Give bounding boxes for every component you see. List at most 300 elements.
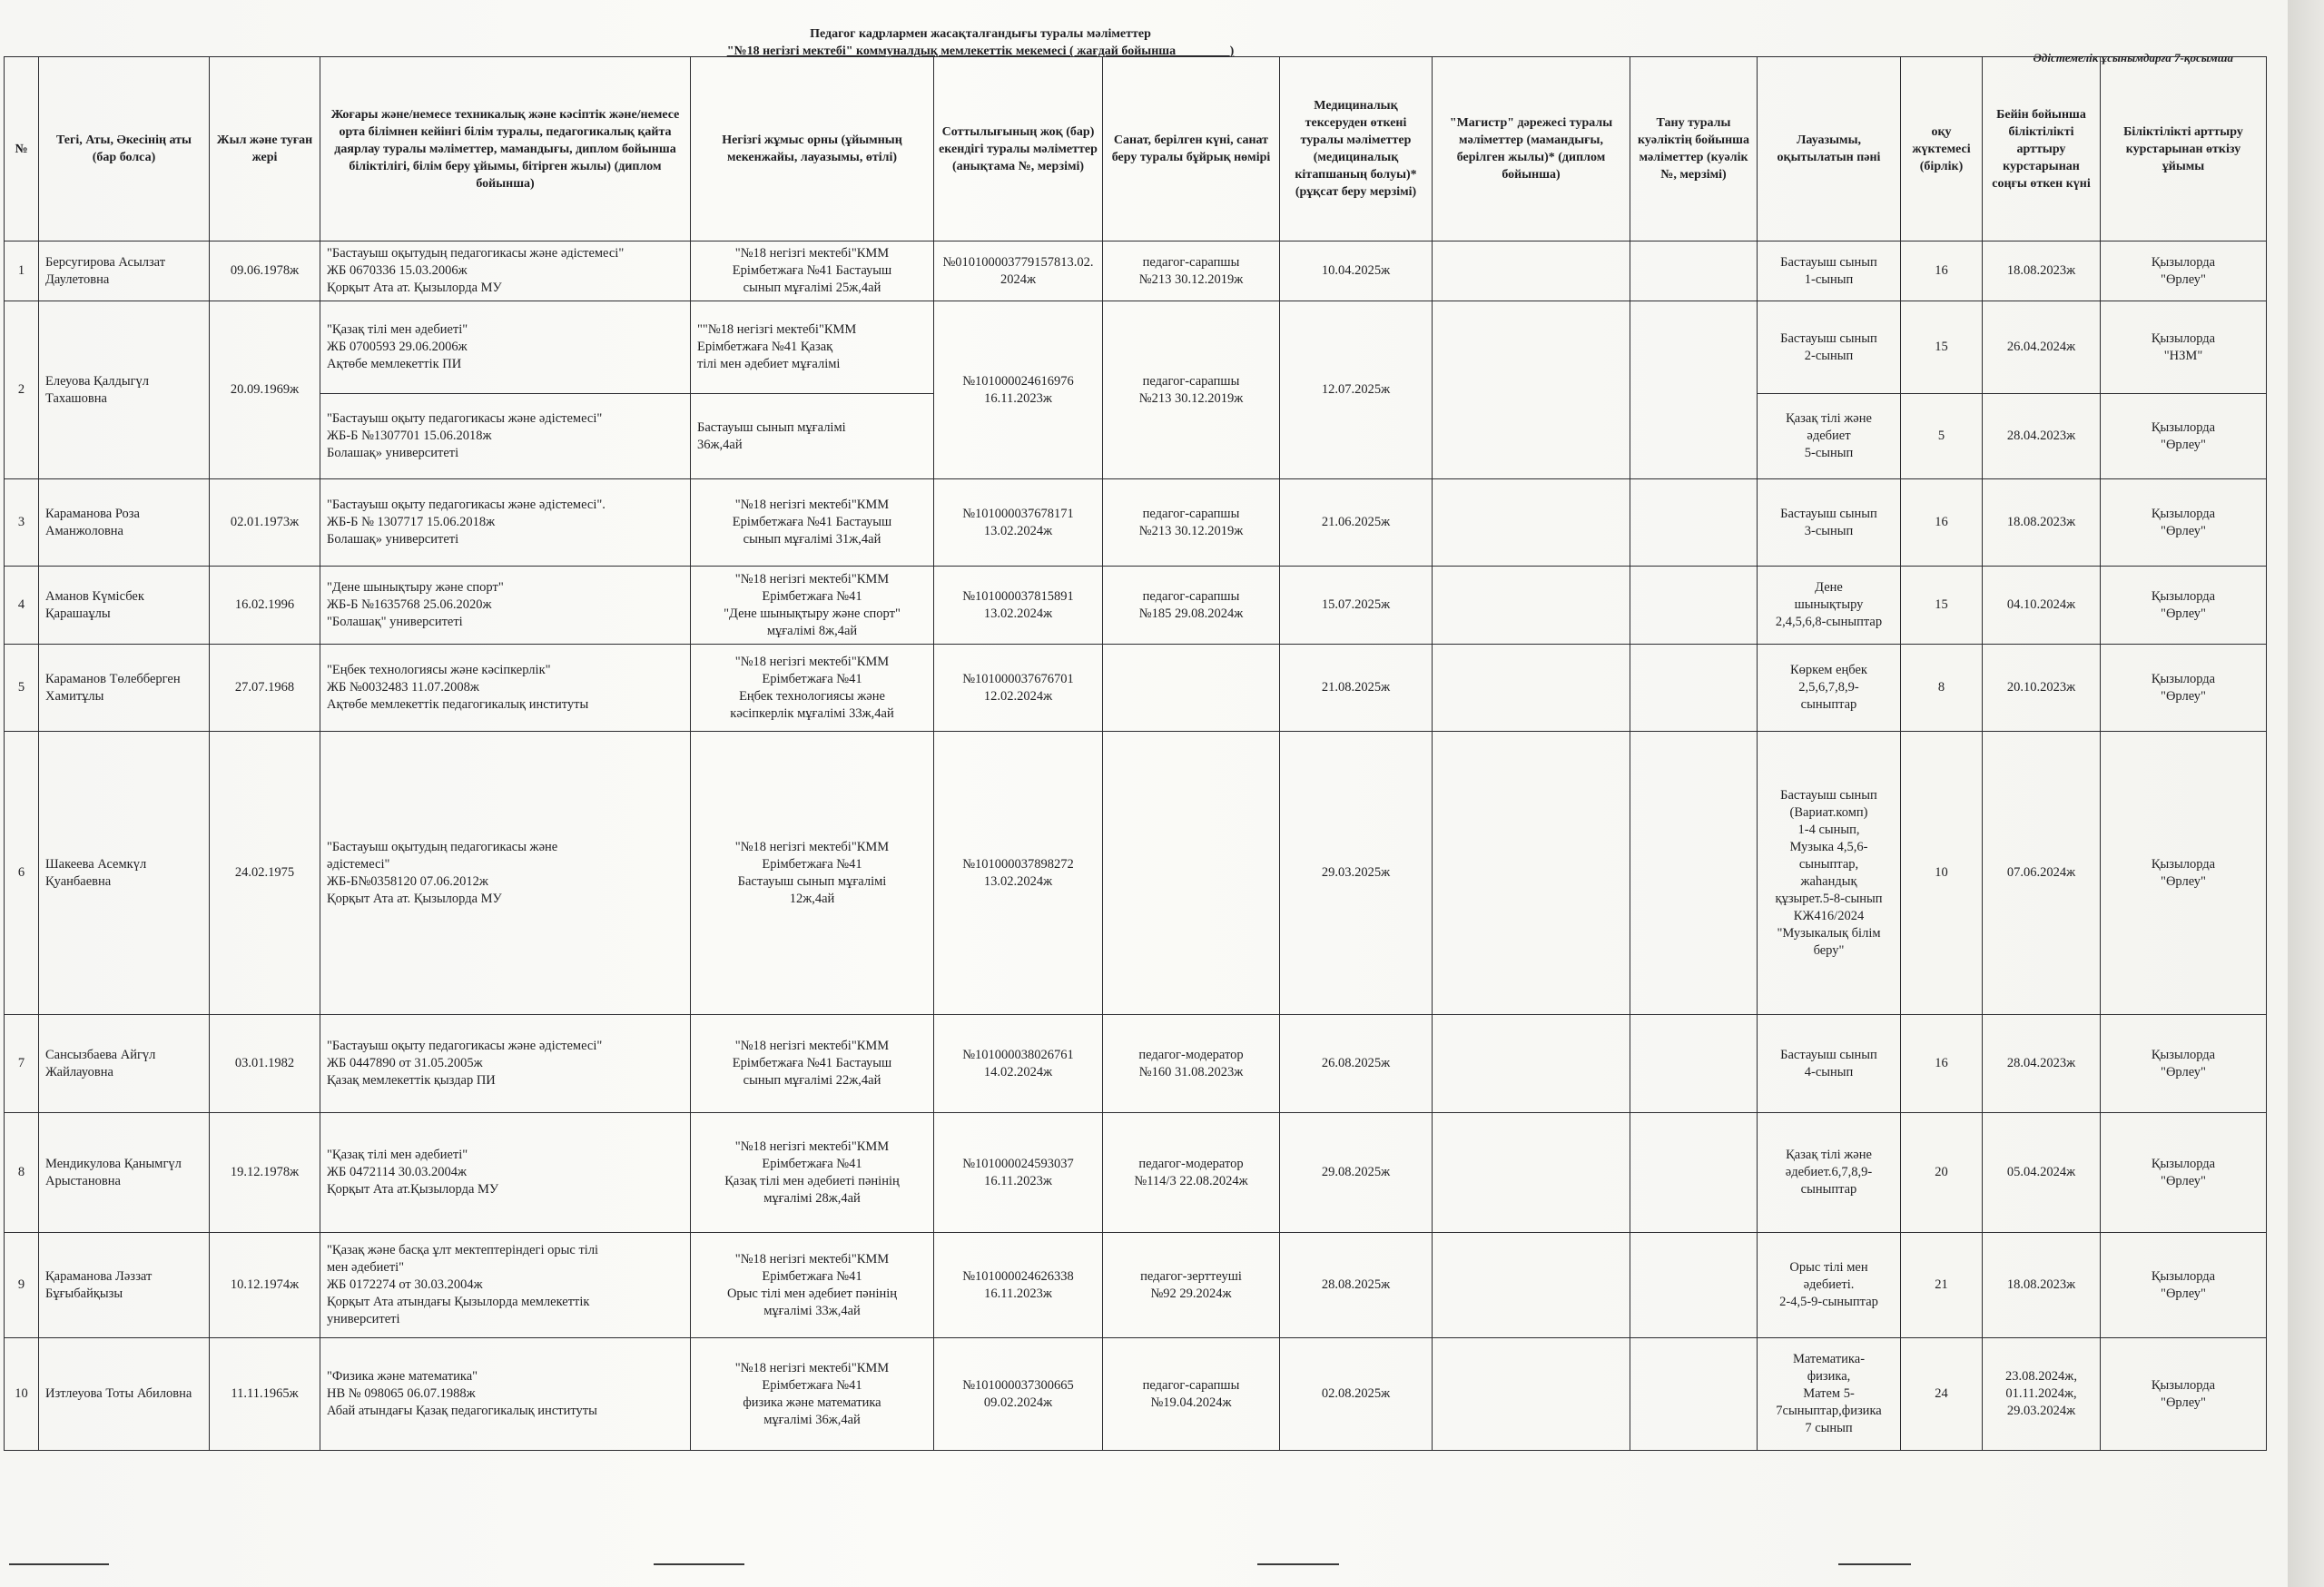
position-line: Математика- xyxy=(1792,1352,1866,1366)
certificate-info xyxy=(1630,567,1758,645)
education-line: НВ № 098065 06.07.1988ж xyxy=(327,1386,476,1401)
position-line: Матем 5- xyxy=(1803,1386,1855,1401)
position-line: Бастауыш сынып xyxy=(1780,506,1877,521)
col-header-position: Лауазымы, оқытылатын пәні xyxy=(1758,57,1901,242)
position xyxy=(1758,1113,1901,1233)
certificate-info xyxy=(1630,1113,1758,1233)
education-line: ЖБ-Б № 1307717 15.06.2018ж xyxy=(327,515,496,529)
col-header-workplace: Негізгі жұмыс орны (ұйымның мекенжайы, лауазымы, өтілі) xyxy=(691,57,934,242)
category-line: №160 31.08.2023ж xyxy=(1138,1064,1244,1079)
record-cert-line: №101000024593037 xyxy=(962,1156,1074,1171)
record-cert xyxy=(934,1233,1103,1338)
workplace xyxy=(691,732,934,1015)
course-org-line: Қызылорда xyxy=(2151,254,2216,270)
education-line: ЖБ-Б №1635768 25.06.2020ж xyxy=(327,597,492,612)
position-line: Дене xyxy=(1815,580,1843,595)
workplace xyxy=(691,1233,934,1338)
record-cert xyxy=(934,479,1103,567)
position-line: 2,4,5,6,8-сыныптар xyxy=(1775,615,1883,629)
birth-date: 11.11.1965ж xyxy=(210,1338,320,1451)
teaching-load: 8 xyxy=(1901,645,1983,732)
position xyxy=(1758,394,1901,479)
course-org-line: "Өрлеу" xyxy=(2161,523,2206,538)
education xyxy=(320,645,691,732)
bottom-rule-right xyxy=(1838,1563,1911,1565)
position-line: Бастауыш сынып xyxy=(1780,254,1877,270)
workplace-line: Ерімбетжаға №41 xyxy=(762,671,862,686)
category-line: педагог-сарапшы xyxy=(1142,1377,1240,1393)
record-cert-line: 16.11.2023ж xyxy=(984,1286,1052,1301)
record-cert-line: №101000037678171 xyxy=(962,506,1074,521)
record-cert xyxy=(934,301,1103,479)
workplace-line: Еңбек технологиясы және xyxy=(739,688,885,704)
category xyxy=(1103,1113,1280,1233)
row-number: 2 xyxy=(5,301,39,479)
category xyxy=(1103,301,1280,479)
col-header-num: № xyxy=(5,57,39,242)
teacher-name: Сансызбаева Айгүл Жайлауовна xyxy=(39,1015,210,1113)
bottom-rule-left xyxy=(9,1563,109,1565)
education xyxy=(320,1233,691,1338)
staff-table xyxy=(4,56,2267,1451)
position-line: 4-сынып xyxy=(1804,1064,1854,1079)
position-line: шынықтыру xyxy=(1794,597,1864,612)
birth-date: 09.06.1978ж xyxy=(210,242,320,301)
col-header-category: Санат, берілген күні, санат беру туралы бұйрық нөмірі xyxy=(1103,57,1280,242)
education xyxy=(320,1338,691,1451)
workplace xyxy=(691,479,934,567)
record-cert-line: 12.02.2024ж xyxy=(983,688,1053,704)
workplace xyxy=(691,1113,934,1233)
workplace xyxy=(691,1338,934,1451)
workplace-line: сынып мұғалімі 25ж,4ай xyxy=(743,281,881,295)
course-org xyxy=(2101,645,2267,732)
master-degree xyxy=(1433,1338,1630,1451)
education-line: "Физика және математика" xyxy=(327,1369,478,1384)
certificate-info xyxy=(1630,479,1758,567)
education xyxy=(320,242,691,301)
position xyxy=(1758,732,1901,1015)
medical-date: 21.06.2025ж xyxy=(1280,479,1433,567)
workplace-line: Ерімбетжаға №41 xyxy=(762,1377,862,1393)
record-cert-line: 16.11.2023ж xyxy=(984,390,1052,406)
position xyxy=(1758,1015,1901,1113)
certificate-info xyxy=(1630,732,1758,1015)
table-row xyxy=(5,1113,2267,1233)
category xyxy=(1103,479,1280,567)
workplace-line: Орыс тілі мен әдебиет пәнінің xyxy=(726,1286,898,1301)
table-row xyxy=(5,479,2267,567)
record-cert xyxy=(934,1338,1103,1451)
teacher-name: Қараманова Ләззат Бұғыбайқызы xyxy=(39,1233,210,1338)
position-line: жаһандық xyxy=(1800,873,1857,889)
workplace-line: кәсіпкерлік мұғалімі 33ж,4ай xyxy=(730,705,894,721)
education-line: ЖБ 0670336 15.03.2006ж xyxy=(327,263,468,278)
course-org-line: "НЗМ" xyxy=(2163,348,2203,363)
row-number: 10 xyxy=(5,1338,39,1451)
teacher-name: Берсугирова Асылзат Даулетовна xyxy=(39,242,210,301)
col-header-load: оқу жүктемесі (бірлік) xyxy=(1901,57,1983,242)
table-row xyxy=(5,1015,2267,1113)
category-line: педагог-зерттеуші xyxy=(1140,1268,1242,1284)
course-org-line: "Өрлеу" xyxy=(2161,1064,2206,1079)
position-line: әдебиет xyxy=(1807,429,1851,443)
course-org-line: "Өрлеу" xyxy=(2161,1395,2206,1410)
table-row xyxy=(5,301,2267,394)
course-org-line: Қызылорда xyxy=(2151,1377,2216,1393)
position-line: сыныптар, xyxy=(1798,856,1859,872)
birth-date: 02.01.1973ж xyxy=(210,479,320,567)
master-degree xyxy=(1433,567,1630,645)
teaching-load: 16 xyxy=(1901,1015,1983,1113)
position-line: 1-сынып xyxy=(1804,271,1854,287)
workplace-line: Ерімбетжаға №41 xyxy=(762,856,862,872)
position-line: Көркем еңбек xyxy=(1790,663,1867,677)
table-row xyxy=(5,567,2267,645)
master-degree xyxy=(1433,1233,1630,1338)
course-date: 20.10.2023ж xyxy=(1983,645,2101,732)
master-degree xyxy=(1433,1015,1630,1113)
workplace-line: "№18 негізгі мектебі"КММ xyxy=(734,839,890,854)
row-number: 9 xyxy=(5,1233,39,1338)
medical-date: 26.08.2025ж xyxy=(1280,1015,1433,1113)
workplace-line: "№18 негізгі мектебі"КММ xyxy=(734,1251,890,1267)
education-line: "Бастауыш оқытудың педагогикасы және xyxy=(327,839,558,854)
workplace-line: Ерімбетжаға №41 xyxy=(762,1156,862,1171)
workplace xyxy=(691,242,934,301)
certificate-info xyxy=(1630,242,1758,301)
category-line: №92 29.2024ж xyxy=(1150,1286,1232,1301)
row-number: 3 xyxy=(5,479,39,567)
master-degree xyxy=(1433,242,1630,301)
education-line: Ақтөбе мемлекеттік педагогикалық институты xyxy=(327,697,589,712)
course-org-line: "Өрлеу" xyxy=(2161,873,2206,889)
course-org xyxy=(2101,242,2267,301)
table-row xyxy=(5,645,2267,732)
record-cert-line: 16.11.2023ж xyxy=(984,1173,1052,1188)
education-line: мен әдебиеті" xyxy=(327,1260,405,1275)
record-cert-line: №101000037676701 xyxy=(962,671,1074,686)
course-date: 23.08.2024ж, 01.11.2024ж, 29.03.2024ж xyxy=(1983,1338,2101,1451)
category-line: №114/3 22.08.2024ж xyxy=(1134,1173,1248,1188)
certificate-info xyxy=(1630,1233,1758,1338)
category-line: №19.04.2024ж xyxy=(1150,1395,1232,1410)
position-line: "Музыкалық білім xyxy=(1777,925,1881,941)
position-line: құзырет.5-8-сынып xyxy=(1775,891,1883,906)
education-line: "Бастауыш оқыту педагогикасы және әдістемесі". xyxy=(327,498,606,512)
education-line: "Еңбек технологиясы және кәсіпкерлік" xyxy=(327,663,551,677)
education-line: Ақтөбе мемлекеттік ПИ xyxy=(327,357,462,371)
education-line: ЖБ 0447890 от 31.05.2005ж xyxy=(327,1056,483,1070)
header-row xyxy=(5,57,2267,242)
col-header-medical: Медициналық тексеруден өткені туралы мәліметтер (медициналық кітапшаның болуы)* (рұқсат беру мерзімі) xyxy=(1280,57,1433,242)
education-line: "Дене шынықтыру және спорт" xyxy=(327,580,504,595)
record-cert xyxy=(934,1015,1103,1113)
education-line: "Қазақ тілі мен әдебиеті" xyxy=(327,1148,468,1162)
position-line: 7сыныптар,физика xyxy=(1776,1404,1882,1418)
education-line: Қорқыт Ата ат. Қызылорда МУ xyxy=(327,281,502,295)
record-cert-line: №010100003779157813.02.2024ж xyxy=(942,254,1094,287)
teacher-name: Караманов Төлебберген Хамитұлы xyxy=(39,645,210,732)
position-line: физика, xyxy=(1807,1369,1851,1384)
record-cert-line: №101000024616976 xyxy=(962,373,1074,389)
education-line: "Бастауыш оқыту педагогикасы және әдістемесі" xyxy=(327,411,603,426)
table-row xyxy=(5,242,2267,301)
workplace xyxy=(691,567,934,645)
course-org xyxy=(2101,479,2267,567)
position xyxy=(1758,567,1901,645)
table-row xyxy=(5,732,2267,1015)
course-org-line: Қызылорда xyxy=(2151,330,2216,346)
workplace-line: мұғалімі 33ж,4ай xyxy=(763,1303,861,1318)
category-line: №185 29.08.2024ж xyxy=(1138,606,1244,621)
teaching-load: 24 xyxy=(1901,1338,1983,1451)
record-cert-line: 13.02.2024ж xyxy=(983,873,1053,889)
education-line: "Болашақ" университеті xyxy=(327,615,463,629)
teaching-load: 16 xyxy=(1901,479,1983,567)
teacher-name: Шакеева Асемкүл Қуанбаевна xyxy=(39,732,210,1015)
bottom-rule-center xyxy=(1257,1563,1339,1565)
col-header-course-org: Біліктілікті арттыру курстарынан өткізу ұйымы xyxy=(2101,57,2267,242)
master-degree xyxy=(1433,1113,1630,1233)
workplace-line: Ерімбетжаға №41 Бастауыш xyxy=(732,515,892,529)
position-line: КЖ416/2024 xyxy=(1793,908,1865,923)
teaching-load: 20 xyxy=(1901,1113,1983,1233)
medical-date: 29.03.2025ж xyxy=(1280,732,1433,1015)
workplace-line: Ерімбетжаға №41 Бастауыш xyxy=(732,1056,892,1070)
birth-date: 27.07.1968 xyxy=(210,645,320,732)
education-line: ЖБ-Б№0358120 07.06.2012ж xyxy=(327,873,488,889)
course-date: 05.04.2024ж xyxy=(1983,1113,2101,1233)
workplace xyxy=(691,645,934,732)
record-cert-line: №101000038026761 xyxy=(962,1047,1074,1062)
record-cert-line: №101000037815891 xyxy=(962,588,1074,604)
teaching-load: 15 xyxy=(1901,567,1983,645)
table-row xyxy=(5,1233,2267,1338)
medical-date: 15.07.2025ж xyxy=(1280,567,1433,645)
certificate-info xyxy=(1630,1338,1758,1451)
position-line: Қазақ тілі және xyxy=(1786,411,1872,426)
col-header-record: Соттылығының жоқ (бар) екендігі туралы мәліметтер (анықтама №, мерзімі) xyxy=(934,57,1103,242)
col-header-certificate: Тану туралы куәліктің бойынша мәліметтер (куәлік №, мерзімі) xyxy=(1630,57,1758,242)
birth-date: 20.09.1969ж xyxy=(210,301,320,479)
row-number: 4 xyxy=(5,567,39,645)
teaching-load: 5 xyxy=(1901,394,1983,479)
medical-date: 10.04.2025ж xyxy=(1280,242,1433,301)
workplace-line: 12ж,4ай xyxy=(789,891,835,906)
course-org-line: "Өрлеу" xyxy=(2161,1286,2206,1301)
teacher-name: Мендикулова Қанымгүл Арыстановна xyxy=(39,1113,210,1233)
category-line: педагог-сарапшы xyxy=(1142,588,1240,604)
workplace-line: Ерімбетжаға №41 Қазақ xyxy=(697,340,833,354)
workplace-line: мұғалімі 36ж,4ай xyxy=(763,1412,861,1427)
row-number: 1 xyxy=(5,242,39,301)
course-org xyxy=(2101,1015,2267,1113)
workplace-line: мұғалімі 28ж,4ай xyxy=(763,1190,861,1206)
position-line: Бастауыш сынып xyxy=(1780,1047,1877,1062)
teaching-load: 15 xyxy=(1901,301,1983,394)
education-line: "Қазақ тілі мен әдебиеті" xyxy=(327,322,468,337)
teaching-load: 21 xyxy=(1901,1233,1983,1338)
category xyxy=(1103,1338,1280,1451)
position xyxy=(1758,479,1901,567)
position xyxy=(1758,1233,1901,1338)
record-cert-line: 14.02.2024ж xyxy=(983,1064,1053,1079)
workplace-line: Бастауыш сынып мұғалімі xyxy=(737,873,887,889)
course-org-line: Қызылорда xyxy=(2151,1047,2216,1062)
education-line: Қорқыт Ата ат.Қызылорда МУ xyxy=(327,1182,499,1197)
course-org-line: "Өрлеу" xyxy=(2161,437,2206,452)
workplace-line: "Дене шынықтыру және спорт" xyxy=(724,606,901,621)
category xyxy=(1103,242,1280,301)
education-line: Қорқыт Ата ат. Қызылорда МУ xyxy=(327,891,502,906)
certificate-info xyxy=(1630,301,1758,479)
education xyxy=(320,567,691,645)
birth-date: 16.02.1996 xyxy=(210,567,320,645)
education-line: университеті xyxy=(327,1312,400,1326)
medical-date: 28.08.2025ж xyxy=(1280,1233,1433,1338)
course-org-line: Қызылорда xyxy=(2151,856,2216,872)
education-line: "Бастауыш оқыту педагогикасы және әдістемесі" xyxy=(327,1039,603,1053)
record-cert-line: №101000024626338 xyxy=(962,1268,1074,1284)
document-title: Педагог кадрлармен жасақталғандығы туралы мәліметтер xyxy=(810,27,1151,41)
course-org xyxy=(2101,394,2267,479)
position-line: 3-сынып xyxy=(1804,523,1854,538)
category xyxy=(1103,732,1280,1015)
medical-date: 29.08.2025ж xyxy=(1280,1113,1433,1233)
position xyxy=(1758,301,1901,394)
birth-date: 03.01.1982 xyxy=(210,1015,320,1113)
workplace-line: 36ж,4ай xyxy=(697,437,743,452)
workplace-line: "№18 негізгі мектебі"КММ xyxy=(734,1360,890,1375)
position xyxy=(1758,242,1901,301)
workplace-line: Қазақ тілі мен әдебиеті пәнінің xyxy=(724,1173,900,1188)
record-cert xyxy=(934,1113,1103,1233)
workplace-line: "№18 негізгі мектебі"КММ xyxy=(734,654,890,669)
record-cert-line: 09.02.2024ж xyxy=(983,1395,1053,1410)
bottom-rule-mid xyxy=(654,1563,744,1565)
education xyxy=(320,1015,691,1113)
master-degree xyxy=(1433,732,1630,1015)
col-header-education: Жоғары және/немесе техникалық және кәсіптік және/немесе орта білімнен кейінгі білім туралы, педагогикалық қайта даярлау туралы мәліметтер, мамандығы, диплом бойынша біліктілігі, білім беру ұйымы, бітірген жылы) (диплом бойынша) xyxy=(320,57,691,242)
course-org xyxy=(2101,567,2267,645)
category-line: педагог-модератор xyxy=(1138,1156,1244,1171)
workplace-line: Ерімбетжаға №41 xyxy=(762,588,862,604)
category xyxy=(1103,567,1280,645)
workplace-line: "№18 негізгі мектебі"КММ xyxy=(734,1039,890,1053)
record-cert-line: 13.02.2024ж xyxy=(983,523,1053,538)
workplace-line: физика және математика xyxy=(743,1395,881,1410)
course-org-line: Қызылорда xyxy=(2151,1156,2216,1171)
education-line: ЖБ-Б №1307701 15.06.2018ж xyxy=(327,429,492,443)
record-cert xyxy=(934,732,1103,1015)
document-header xyxy=(635,25,1325,60)
birth-date: 24.02.1975 xyxy=(210,732,320,1015)
record-cert-line: №101000037898272 xyxy=(962,856,1074,872)
course-org-line: Қызылорда xyxy=(2151,419,2216,435)
col-header-birth: Жыл және туған жері xyxy=(210,57,320,242)
certificate-info xyxy=(1630,1015,1758,1113)
position-line: Бастауыш сынып xyxy=(1780,787,1877,803)
medical-date: 21.08.2025ж xyxy=(1280,645,1433,732)
education xyxy=(320,301,691,394)
category-line: педагог-сарапшы xyxy=(1142,506,1240,521)
record-cert-line: №101000037300665 xyxy=(962,1377,1074,1393)
staff-table-body xyxy=(5,242,2267,1451)
category-line: №213 30.12.2019ж xyxy=(1138,271,1244,287)
position-line: 1-4 сынып, xyxy=(1797,822,1860,837)
row-number: 6 xyxy=(5,732,39,1015)
course-date: 18.08.2023ж xyxy=(1983,1233,2101,1338)
education xyxy=(320,394,691,479)
course-org xyxy=(2101,732,2267,1015)
category-line: педагог-сарапшы xyxy=(1142,254,1240,270)
teaching-load: 16 xyxy=(1901,242,1983,301)
workplace-line: ""№18 негізгі мектебі"КММ xyxy=(697,322,857,337)
course-org-line: Қызылорда xyxy=(2151,588,2216,604)
education-line: ЖБ №0032483 11.07.2008ж xyxy=(327,680,479,695)
master-degree xyxy=(1433,645,1630,732)
workplace-line: Ерімбетжаға №41 xyxy=(762,1268,862,1284)
table-row xyxy=(5,1338,2267,1451)
course-org-line: Қызылорда xyxy=(2151,506,2216,521)
course-org-line: "Өрлеу" xyxy=(2161,688,2206,704)
master-degree xyxy=(1433,301,1630,479)
education xyxy=(320,732,691,1015)
workplace-line: Ерімбетжаға №41 Бастауыш xyxy=(732,263,892,278)
workplace xyxy=(691,1015,934,1113)
position-line: 7 сынып xyxy=(1805,1421,1853,1435)
birth-date: 10.12.1974ж xyxy=(210,1233,320,1338)
education-line: Қорқыт Ата атындағы Қызылорда мемлекеттік xyxy=(327,1295,590,1309)
page-edge xyxy=(2288,0,2324,1587)
workplace-line: мұғалімі 8ж,4ай xyxy=(766,623,858,638)
teacher-name: Изтлеуова Тоты Абиловна xyxy=(39,1338,210,1451)
position xyxy=(1758,1338,1901,1451)
category-line: №213 30.12.2019ж xyxy=(1138,523,1244,538)
course-org-line: "Өрлеу" xyxy=(2161,1173,2206,1188)
course-date: 26.04.2024ж xyxy=(1983,301,2101,394)
teaching-load: 10 xyxy=(1901,732,1983,1015)
teacher-name: Караманова Роза Аманжоловна xyxy=(39,479,210,567)
course-org-line: Қызылорда xyxy=(2151,671,2216,686)
course-date: 04.10.2024ж xyxy=(1983,567,2101,645)
education-line: әдістемесі" xyxy=(327,856,390,872)
staff-table-wrapper xyxy=(4,56,2266,1451)
education-line: Абай атындағы Қазақ педагогикалық институты xyxy=(327,1404,597,1418)
course-date: 28.04.2023ж xyxy=(1983,394,2101,479)
course-org-line: "Өрлеу" xyxy=(2161,271,2206,287)
position-line: 5-сынып xyxy=(1804,446,1854,460)
position-line: Бастауыш сынып xyxy=(1780,330,1877,346)
course-org-line: Қызылорда xyxy=(2151,1268,2216,1284)
course-date: 18.08.2023ж xyxy=(1983,242,2101,301)
col-header-name: Тегі, Аты, Әкесінің аты (бар болса) xyxy=(39,57,210,242)
course-org xyxy=(2101,1338,2267,1451)
row-number: 5 xyxy=(5,645,39,732)
position-line: әдебиеті. xyxy=(1803,1277,1855,1292)
course-date: 18.08.2023ж xyxy=(1983,479,2101,567)
position xyxy=(1758,645,1901,732)
record-cert xyxy=(934,645,1103,732)
education xyxy=(320,1113,691,1233)
position-line: (Вариат.комп) xyxy=(1789,804,1868,820)
teacher-name: Аманов Күмісбек Қарашаұлы xyxy=(39,567,210,645)
position-line: Қазақ тілі және xyxy=(1786,1148,1872,1162)
position-line: 2,5,6,7,8,9- xyxy=(1798,680,1859,695)
category-line: педагог-модератор xyxy=(1138,1047,1244,1062)
course-org xyxy=(2101,1233,2267,1338)
